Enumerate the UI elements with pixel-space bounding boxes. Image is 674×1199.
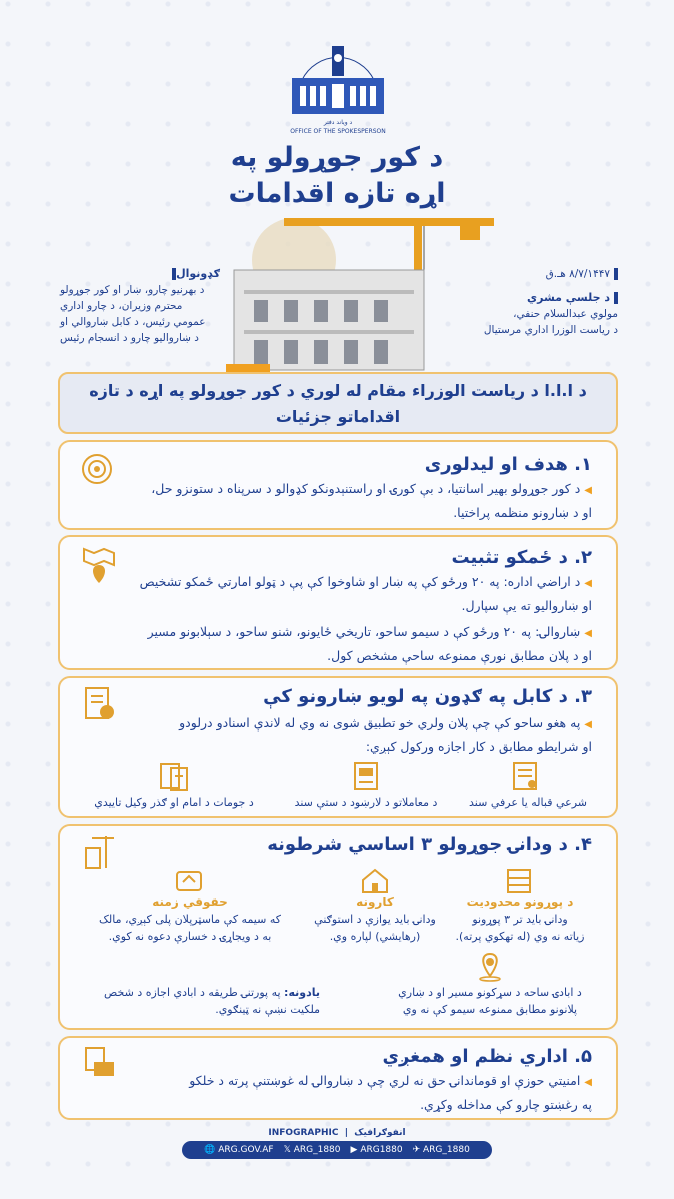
logo-ps-text: د ویاند دفتر xyxy=(323,119,353,126)
doc-item: شرعي قباله یا عرفي سند xyxy=(469,796,587,809)
x-link[interactable]: 𝕏 ARG_1880 xyxy=(283,1145,341,1155)
section-conditions xyxy=(58,824,618,1030)
section-order: ۵. اداري نظم او همغږي ◀امنیتي حوزې او قوماندانۍ حق نه لري چې د ښاروالۍ له غوښتنې پرته د خلکو په رغښتو چارو کې مداخله وکړي. xyxy=(58,1036,618,1120)
condition-title: د پوړونو محدودیت xyxy=(466,895,574,909)
participants-block xyxy=(60,266,220,346)
condition-text: زیاته نه وي (له تهکوي پرته). xyxy=(455,930,585,943)
condition-floors xyxy=(440,894,600,945)
section-goal-text: د کور جوړولو بهیر اسانتیا، د بې کورۍ او راستنېدونکو کډوالو د سرپناه د ستونزو حل، xyxy=(151,481,581,496)
section-order-text: امنیتي حوزې او قوماندانۍ حق نه لري چې د ښاروالۍ له غوښتنې پرته د خلکو xyxy=(189,1073,581,1088)
chair-line: مولوي عبدالسلام حنفي، xyxy=(513,308,618,320)
footer-social-bar xyxy=(182,1141,492,1159)
section-land-text2: او د پلان مطابق نورې ممنوعه ساحې مشخص کول. xyxy=(327,648,592,663)
section-goal-text: او د ښارونو منظمه پراختیا. xyxy=(453,505,592,520)
meeting-info-block xyxy=(454,266,618,338)
arg-logo xyxy=(282,40,394,140)
condition-title: حقوقي زمنه xyxy=(152,895,228,909)
website-link[interactable]: 🌐 ARG.GOV.AF xyxy=(204,1145,274,1155)
condition-text: ودانۍ باید یوازې د استوګنې xyxy=(314,913,436,926)
participants-line: د بهرنیو چارو، ښار او کور جوړولو xyxy=(60,284,205,296)
section-cities: ۳. د کابل په ګډون په لویو ښارونو کې ◀په هغو ساحو کې چې پلان ولري خو تطبیق شوی نه وي له لاندې اسنادو درلودو او شرایطو مطابق د کار اجازه ورکول کېږي: شرعي قباله یا عرفي سند د معاملاتو د لارښود د ستې سند د جومات د امام او ګذر وکیل تاییدي xyxy=(58,676,618,818)
logo-en-text: OFFICE OF THE SPOKESPERSON xyxy=(290,128,386,135)
section-cities-text: په هغو ساحو کې چې پلان ولري خو تطبیق شوی نه وي له لاندې اسنادو درلودو xyxy=(179,715,581,730)
condition-text: به د ویجاړۍ د خسارې دعوه نه کوي. xyxy=(108,930,272,943)
section-goal-title: ۱. هدف او لیدلوری xyxy=(424,454,592,475)
condition-text: د ابادۍ ساحه د سړکونو مسیر او د ښاري xyxy=(398,986,582,999)
section-land-text1: د اراضي اداره: په ۲۰ ورځو کې په ښار او شاوخوا کې پې د ټولو امارتي ځمکو تشخیص xyxy=(139,574,581,589)
note-label: یادونه: xyxy=(284,986,320,999)
chair-heading: د جلسې مشري xyxy=(527,291,610,304)
page-title-line2: اړه تازه اقدامات xyxy=(228,178,446,209)
condition-text: پلانونو مطابق ممنوعه سیمو کې نه وي xyxy=(402,1003,578,1016)
participants-line: د ښاروالیو چارو د انسجام رئیس xyxy=(60,332,199,344)
condition-location xyxy=(378,984,602,1018)
condition-text: ودانۍ باید تر ۳ پوړونو xyxy=(472,913,568,926)
building-floors-icon xyxy=(504,866,534,894)
location-pin-icon xyxy=(476,952,504,982)
condition-title: کارونه xyxy=(356,895,394,909)
guide-document-icon xyxy=(350,760,382,792)
participants-heading: ګډونوال xyxy=(176,267,220,280)
section-cities-text: او شرایطو مطابق د کار اجازه ورکول کېږي: xyxy=(365,739,592,754)
section-land-text1: او ښاروالیو ته یې سپارل. xyxy=(461,598,592,613)
condition-legal xyxy=(80,894,300,945)
page-title-line1: د کور جوړولو په xyxy=(230,142,444,173)
section-conditions-title: ۴. د ودانۍ جوړولو ۳ اساسي شرطونه xyxy=(267,834,592,855)
section-cities-title: ۳. د کابل په ګډون په لویو ښارونو کې xyxy=(263,686,592,707)
crane-building-icon xyxy=(82,834,116,870)
chair-line: د ریاست الوزرا اداري مرستیال xyxy=(483,324,618,336)
section-land: ۲. د ځمکو تثبیت ◀د اراضي اداره: په ۲۰ ورځو کې په ښار او شاوخوا کې پې د ټولو امارتي ځمکو تشخیص او ښاروالیو ته یې سپارل. ◀ښاروالۍ: په ۲۰ ورځو کې د سیمو ساحو، تاریخي ځایونو، شنو ساحو، د سېلابونو مسیر او د پلان مطابق نورې ممنوعه ساحې مشخص کول. xyxy=(58,535,618,670)
section-order-title: ۵. اداري نظم او همغږي xyxy=(382,1046,592,1067)
condition-usage xyxy=(292,894,458,945)
note-text: په پورتنۍ طریقه د ابادي اجازه د شخص xyxy=(104,986,281,999)
section-order-text: په رغښتو چارو کې مداخله وکړي. xyxy=(420,1097,592,1112)
endorsement-icon xyxy=(158,760,190,792)
meeting-date: ۸/۷/۱۴۴۷ هـ.ق xyxy=(545,268,610,280)
participants-line: محترم وزیران، د چارو اداري xyxy=(60,300,183,312)
footer-label-en: INFOGRAPHIC xyxy=(268,1128,339,1138)
house-icon xyxy=(360,866,390,894)
condition-text: (رهایشي) لپاره وي. xyxy=(329,930,421,943)
footer-label-ps: انفوګرافیک xyxy=(354,1128,406,1138)
condition-text: که سیمه کې ماسټرپلان پلی کېږي، مالک xyxy=(99,913,281,926)
footer-label: INFOGRAPHIC | انفوګرافیک xyxy=(268,1128,406,1138)
telegram-link[interactable]: ✈ ARG_1880 xyxy=(412,1145,470,1155)
section-goal: ۱. هدف او لیدلوری ◀د کور جوړولو بهیر اسانتیا، د بې کورۍ او راستنېدونکو کډوالو د سرپناه د ستونزو حل، او د ښارونو منظمه پراختیا. xyxy=(58,440,618,530)
note-text: ملکیت نښې نه ټینګوي. xyxy=(215,1003,320,1016)
legal-house-icon xyxy=(174,866,204,894)
details-banner xyxy=(58,372,618,434)
deed-icon xyxy=(510,760,542,792)
doc-item: د جومات د امام او ګذر وکیل تاییدي xyxy=(94,796,254,809)
doc-item: د معاملاتو د لارښود د ستې سند xyxy=(294,796,438,809)
banner-line2: اقداماتو جزئیات xyxy=(275,407,401,426)
participants-line: عمومي رئیس، د کابل ښاروالي او xyxy=(60,316,206,328)
section-land-title: ۲. د ځمکو تثبیت xyxy=(451,547,592,568)
section-land-text2: ښاروالۍ: په ۲۰ ورځو کې د سیمو ساحو، تاریخي ځایونو، شنو ساحو، د سېلابونو مسیر xyxy=(147,624,581,639)
condition-note xyxy=(90,984,320,1018)
banner-line1: د ا.ا.ا د ریاست الوزراء مقام له لوري د کور جوړولو په اړه د تازه xyxy=(89,381,587,400)
youtube-link[interactable]: ▶ ARG1880 xyxy=(350,1145,403,1155)
